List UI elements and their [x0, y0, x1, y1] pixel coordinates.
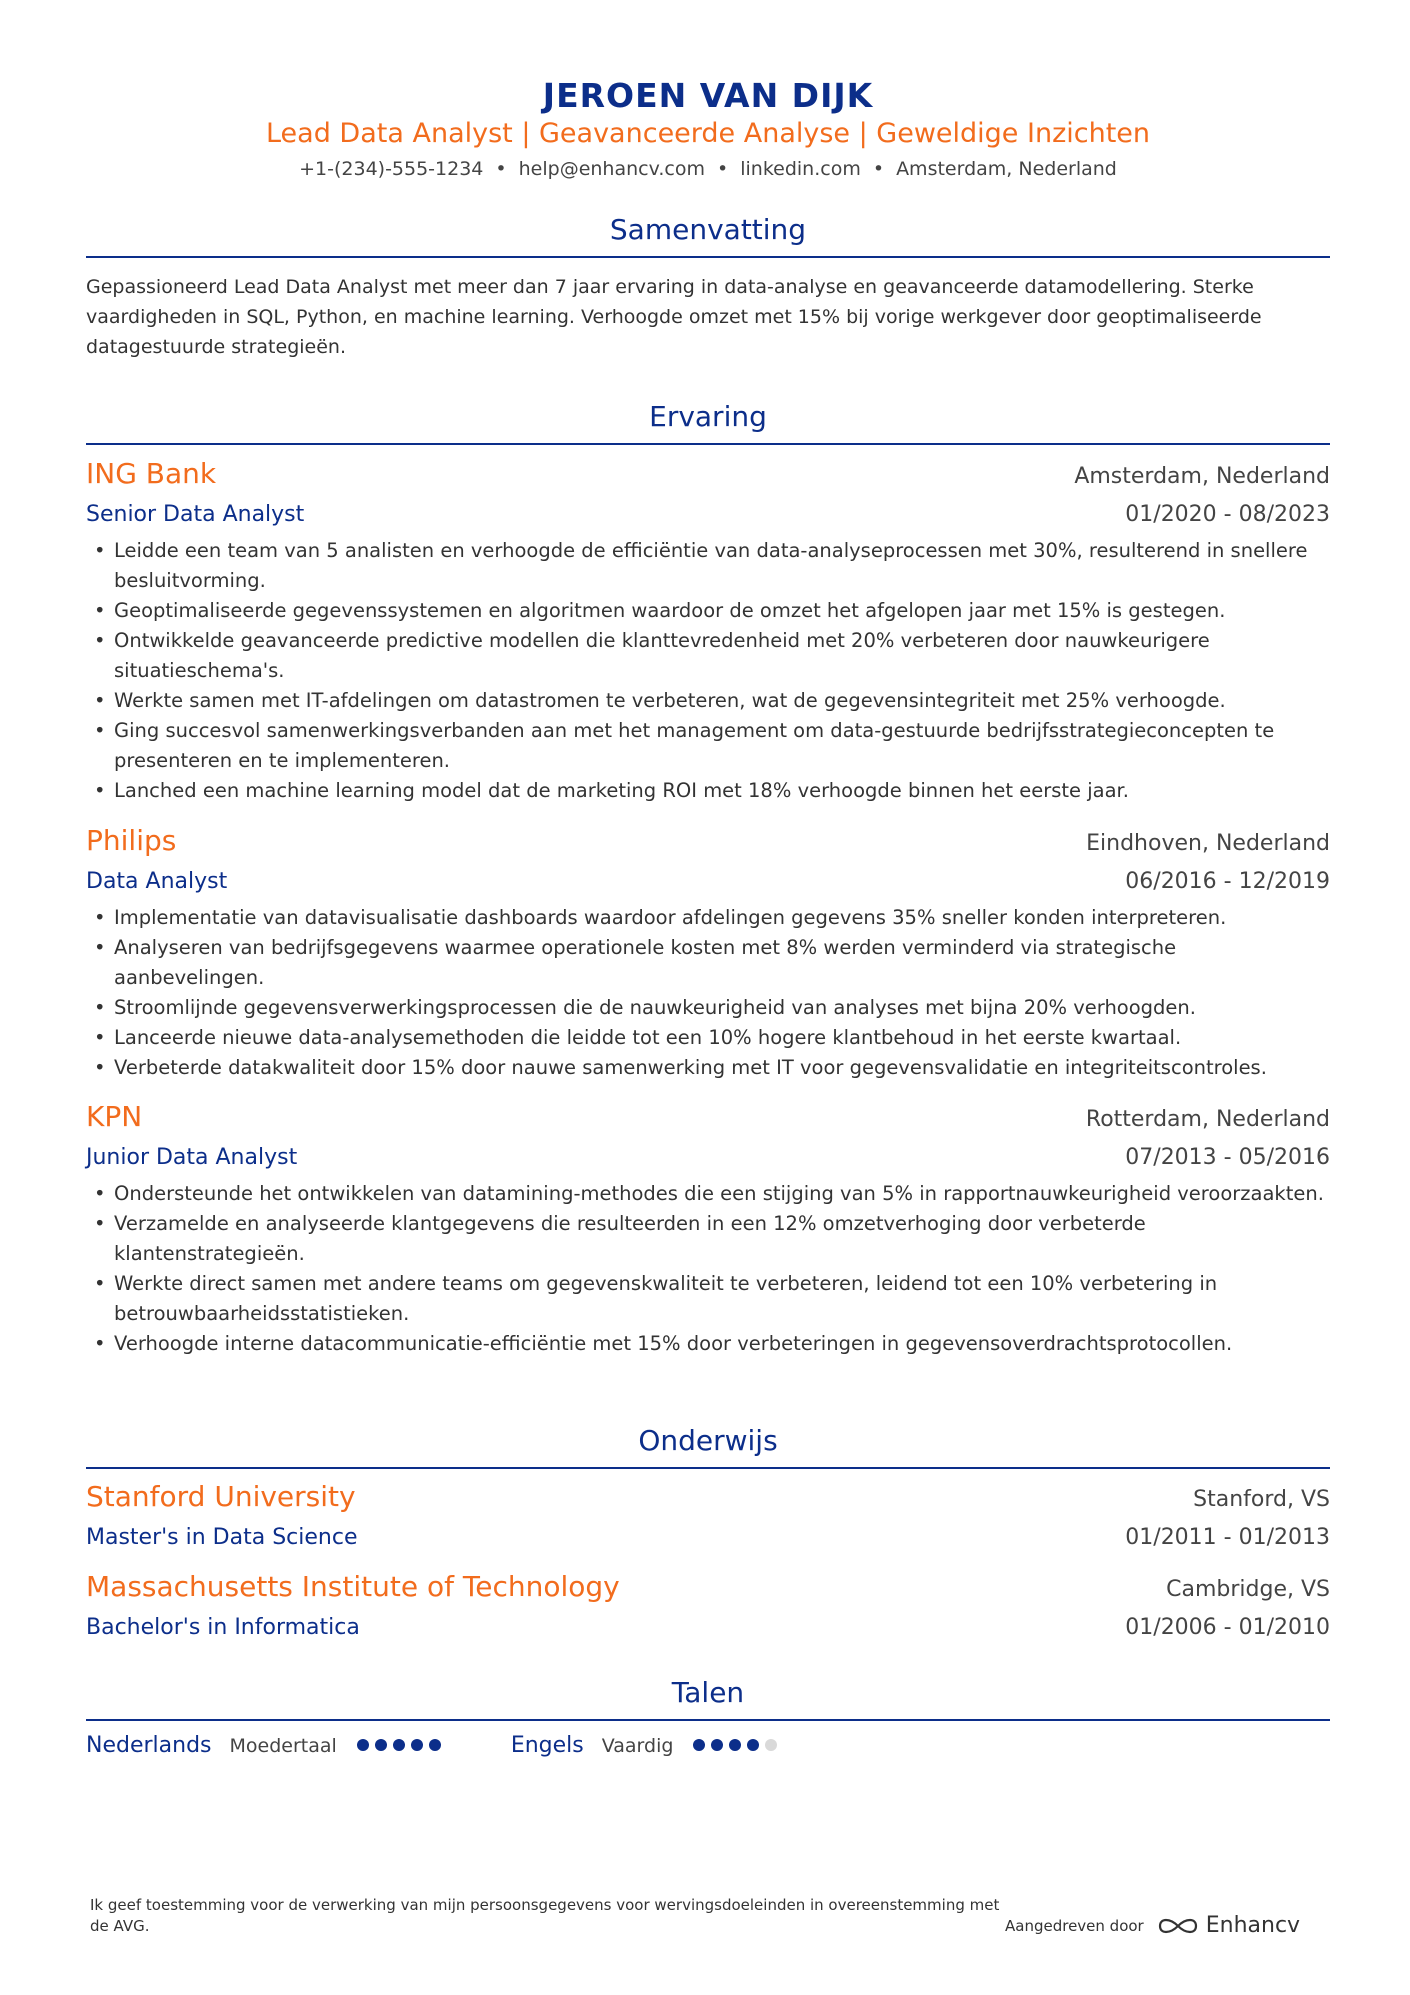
website-link[interactable]: linkedin.com	[740, 158, 861, 180]
powered-by-label: Aangedreven door	[1005, 1916, 1144, 1935]
language-rating	[693, 1736, 783, 1755]
bullet-item: • Werkte direct samen met andere teams om gegevenskwaliteit te verbeteren, leidend tot een 10% verbetering in betrouwbaarheidsstatistieken.	[114, 1269, 1330, 1329]
bullet-item: • Implementatie van datavisualisatie dashboards waardoor afdelingen gegevens 35% sneller konden interpreteren.	[114, 903, 1330, 933]
job-location: Eindhoven, Nederland	[1086, 831, 1330, 856]
rating-dot-filled	[393, 1739, 405, 1751]
candidate-name: JEROEN VAN DIJK	[542, 76, 874, 115]
job-entry	[86, 1098, 1330, 1359]
company-name: Philips	[86, 824, 177, 857]
education-dates: 01/2006 - 01/2010	[1125, 1615, 1330, 1640]
languages-heading: Talen	[671, 1676, 745, 1709]
languages-list	[86, 1733, 1330, 1758]
job-title: Senior Data Analyst	[86, 502, 305, 527]
rating-dot-empty	[765, 1739, 777, 1751]
summary-text: Gepassioneerd Lead Data Analyst met meer dan 7 jaar ervaring in data-analyse en geavanceerde datamodellering. Sterke vaardigheden in SQL, Python, en machine learning. Verhoogde omzet met 15% bij vorige werkgever door geoptimaliseerde datagestuurde strategieën.	[86, 276, 1262, 358]
bullet-item: • Geoptimaliseerde gegevenssystemen en algoritmen waardoor de omzet het afgelopen jaar met 15% is gestegen.	[114, 596, 1330, 626]
rating-dot-filled	[357, 1739, 369, 1751]
bullet-item: • Ontwikkelde geavanceerde predictive modellen die klanttevredenheid met 20% verbeteren door nauwkeurigere situatieschema's.	[114, 626, 1330, 686]
language-item	[86, 1733, 447, 1758]
education-dates: 01/2011 - 01/2013	[1125, 1525, 1330, 1550]
education-heading: Onderwijs	[638, 1424, 778, 1457]
bullet-item: • Verhoogde interne datacommunicatie-efficiëntie met 15% door verbeteringen in gegevensoverdrachtsprotocollen.	[114, 1329, 1330, 1359]
section-divider	[86, 256, 1330, 258]
rating-dot-filled	[747, 1739, 759, 1751]
bullet-item: • Verzamelde en analyseerde klantgegevens die resulteerden in een 12% omzetverhoging door verbeterde klantenstrategieën.	[114, 1209, 1330, 1269]
bullet-item: • Werkte samen met IT-afdelingen om datastromen te verbeteren, wat de gegevensintegriteit met 25% verhoogde.	[114, 686, 1330, 716]
company-name: KPN	[86, 1100, 143, 1133]
job-bullets	[86, 536, 1330, 806]
job-title: Junior Data Analyst	[86, 1145, 298, 1170]
job-dates: 07/2013 - 05/2016	[1125, 1145, 1330, 1170]
location-text: Amsterdam, Nederland	[896, 158, 1117, 180]
summary-heading: Samenvatting	[609, 213, 807, 246]
school-name: Massachusetts Institute of Technology	[86, 1570, 620, 1603]
rating-dot-filled	[429, 1739, 441, 1751]
job-location: Rotterdam, Nederland	[1085, 1107, 1330, 1132]
section-divider	[86, 1467, 1330, 1469]
enhancv-logo-icon	[1156, 1914, 1200, 1938]
bullet-item: • Ging succesvol samenwerkingsverbanden aan met het management om data-gestuurde bedrijfsstrategieconcepten te presenteren en te implementeren.	[114, 716, 1330, 776]
consent-note: Ik geef toestemming voor de verwerking van mijn persoonsgegevens voor wervingsdoeleinden in overeenstemming met de AVG.	[90, 1896, 1000, 1935]
phone-text: +1-(234)-555-1234	[299, 158, 484, 180]
education-entry	[86, 1568, 1330, 1647]
rating-dot-filled	[729, 1739, 741, 1751]
rating-dot-filled	[711, 1739, 723, 1751]
language-name: Engels	[510, 1733, 584, 1758]
separator: •	[717, 158, 729, 180]
section-divider	[86, 1719, 1330, 1721]
bullet-item: • Ondersteunde het ontwikkelen van datamining-methodes die een stijging van 5% in rapportnauwkeurigheid veroorzaakten.	[114, 1179, 1330, 1209]
rating-dot-filled	[693, 1739, 705, 1751]
bullet-item: • Leidde een team van 5 analisten en verhoogde de efficiëntie van data-analyseprocessen met 30%, resulterend in snellere besluitvorming.	[114, 536, 1330, 596]
rating-dot-filled	[411, 1739, 423, 1751]
powered-by	[1005, 1913, 1300, 1938]
school-location: Stanford, VS	[1193, 1487, 1330, 1512]
bullet-item: • Lanched een machine learning model dat de marketing ROI met 18% verhoogde binnen het eerste jaar.	[114, 776, 1330, 806]
bullet-item: • Stroomlijnde gegevensverwerkingsprocessen die de nauwkeurigheid van analyses met bijna 20% verhoogden.	[114, 993, 1330, 1023]
brand-name: Enhancv	[1205, 1913, 1301, 1938]
language-item	[511, 1733, 784, 1758]
bullet-item: • Lanceerde nieuwe data-analysemethoden die leidde tot een 10% hogere klantbehoud in het eerste kwartaal.	[114, 1023, 1330, 1053]
bullet-item: • Analyseren van bedrijfsgegevens waarmee operationele kosten met 8% werden verminderd via strategische aanbevelingen.	[114, 933, 1330, 993]
school-location: Cambridge, VS	[1166, 1577, 1330, 1602]
candidate-headline: Lead Data Analyst | Geavanceerde Analyse | Geweldige Inzichten	[265, 118, 1151, 149]
contact-line	[86, 158, 1330, 180]
experience-heading: Ervaring	[649, 400, 767, 433]
degree-name: Bachelor's in Informatica	[86, 1615, 360, 1640]
job-dates: 01/2020 - 08/2023	[1125, 502, 1330, 527]
language-name: Nederlands	[86, 1733, 212, 1758]
language-rating	[357, 1736, 447, 1755]
education-entry	[86, 1478, 1330, 1557]
section-divider	[86, 443, 1330, 445]
separator: •	[872, 158, 885, 180]
job-bullets	[86, 903, 1330, 1083]
job-location: Amsterdam, Nederland	[1074, 464, 1330, 489]
bullet-item: • Verbeterde datakwaliteit door 15% door nauwe samenwerking met IT voor gegevensvalidatie en integriteitscontroles.	[114, 1053, 1330, 1083]
rating-dot-filled	[375, 1739, 387, 1751]
job-entry	[86, 455, 1330, 806]
email-link[interactable]: help@enhancv.com	[518, 158, 705, 180]
degree-name: Master's in Data Science	[86, 1525, 358, 1550]
school-name: Stanford University	[86, 1480, 356, 1513]
language-level: Vaardig	[601, 1734, 674, 1757]
job-dates: 06/2016 - 12/2019	[1125, 869, 1330, 894]
job-entry	[86, 822, 1330, 1083]
job-bullets	[86, 1179, 1330, 1359]
company-name: ING Bank	[86, 457, 217, 490]
job-title: Data Analyst	[86, 869, 228, 894]
separator: •	[495, 158, 507, 180]
language-level: Moedertaal	[229, 1734, 337, 1757]
